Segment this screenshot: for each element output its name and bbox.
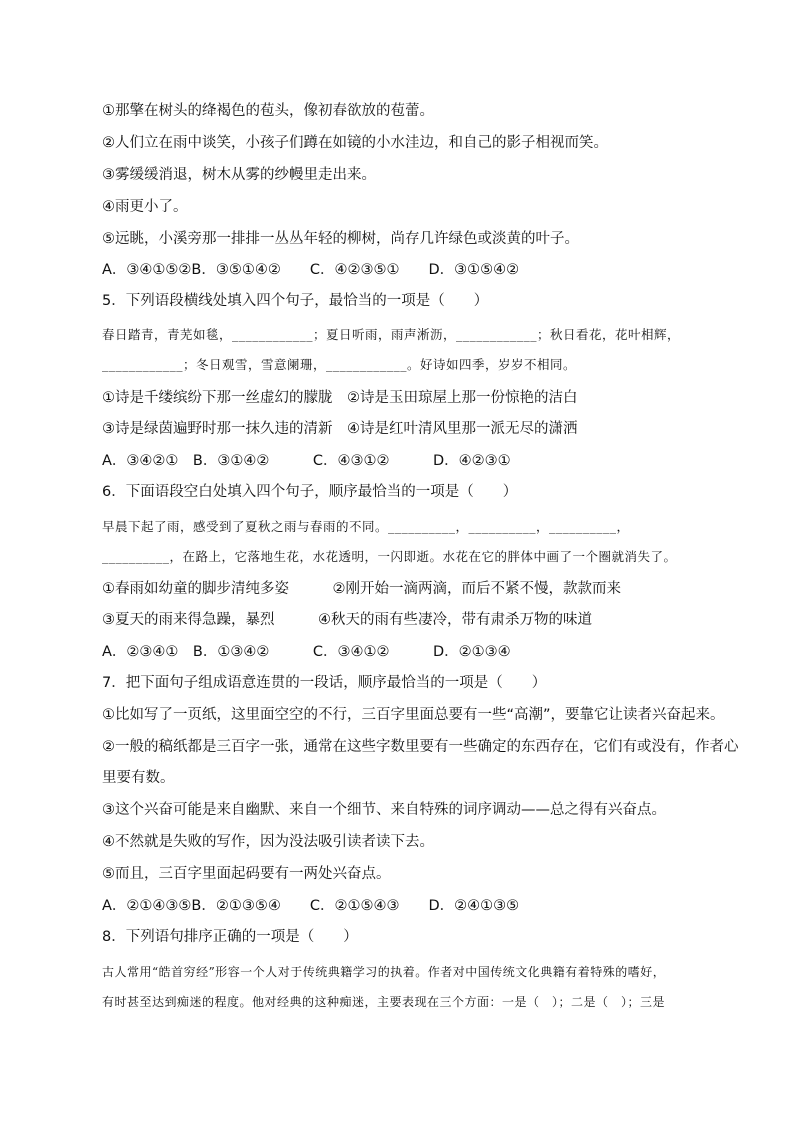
q6-stem: 6．下面语段空白处填入四个句子，顺序最恰当的一项是（ ） xyxy=(102,484,518,500)
q5-stem: 5．下列语段横线处填入四个句子，最恰当的一项是（ ） xyxy=(102,293,489,309)
q6-choices-row-1: ①春雨如幼童的脚步清纯多姿 ②刚开始一滴两滴，而后不紧不慢，款款而来 xyxy=(102,581,621,597)
q7-sentence-4: ④不然就是失败的写作，因为没法吸引读者读下去。 xyxy=(102,834,434,850)
q4-sentence-1: ①那擎在树头的绛褐色的苞头，像初春欲放的苞蕾。 xyxy=(102,103,434,119)
q4-sentence-5: ⑤远眺，小溪旁那一排排一丛丛年轻的柳树，尚存几许绿色或淡黄的叶子。 xyxy=(102,231,579,247)
q5-passage-line-1: 春日踏青，青芜如毯，____________；夏日听雨，雨声淅沥，____________；秋日看花，花叶相辉， xyxy=(102,327,681,342)
q7-stem: 7．把下面句子组成语意连贯的一段话，顺序最恰当的一项是（ ） xyxy=(102,675,547,691)
q4-sentence-4: ④雨更小了。 xyxy=(102,199,188,215)
q4-options: A．③④①⑤②B．③⑤①④② C．④②③⑤① D．③①⑤④② xyxy=(102,262,520,278)
q6-choices-row-2: ③夏天的雨来得急躁，暴烈 ④秋天的雨有些凄冷，带有肃杀万物的味道 xyxy=(102,612,592,628)
q7-sentence-1: ①比如写了一页纸，这里面空空的不行，三百字里面总要有一些“高潮”，要靠它让读者兴奋起来。 xyxy=(102,707,725,723)
q7-options: A．②①④③⑤B．②①③⑤④ C．②①⑤④③ D．②④①③⑤ xyxy=(102,898,520,914)
q5-passage-line-2: ____________；冬日观雪，雪意阑珊，____________。好诗如四季，岁岁不相同。 xyxy=(102,357,577,372)
q8-stem: 8．下列语句排序正确的一项是（ ） xyxy=(102,929,358,945)
q7-sentence-5: ⑤而且，三百字里面起码要有一两处兴奋点。 xyxy=(102,866,391,882)
q5-choices-row-2: ③诗是绿茵遍野时那一抹久违的清新 ④诗是红叶清风里那一派无尽的潇洒 xyxy=(102,421,578,437)
q6-passage-line-1: 早晨下起了雨，感受到了夏秋之雨与春雨的不同。__________，__________，__________， xyxy=(102,519,630,534)
q7-sentence-2-cont: 里要有数。 xyxy=(102,770,175,786)
q6-passage-line-2: __________，在路上，它落地生花，水花透明，一闪即逝。水花在它的胖体中画了一个圈就消失了。 xyxy=(102,549,677,564)
q4-sentence-2: ②人们立在雨中谈笑，小孩子们蹲在如镜的小水洼边，和自己的影子相视而笑。 xyxy=(102,135,608,151)
q8-passage-line-1: 古人常用“皓首穷经”形容一个人对于传统典籍学习的执着。作者对中国传统文化典籍有着特殊的嗜好， xyxy=(102,965,666,979)
q8-passage-line-2: 有时甚至达到痴迷的程度。他对经典的这种痴迷，主要表现在三个方面：一是（ ）；二是（ ）；三是 xyxy=(102,995,666,1009)
q4-sentence-3: ③雾缓缓消退，树木从雾的纱幔里走出来。 xyxy=(102,167,376,183)
q5-choices-row-1: ①诗是千缕缤纷下那一丝虚幻的朦胧 ②诗是玉田琼屋上那一份惊艳的洁白 xyxy=(102,390,578,406)
q6-options: A．②③④① B．①③④② C．③④①② D．②①③④ xyxy=(102,644,511,660)
q5-options: A．③④②① B．③①④② C．④③①② D．④②③① xyxy=(102,453,511,469)
q7-sentence-2: ②一般的稿纸都是三百字一张，通常在这些字数里要有一些确定的东西存在，它们有或没有，作者心 xyxy=(102,739,739,755)
q7-sentence-3: ③这个兴奋可能是来自幽默、来自一个细节、来自特殊的词序调动——总之得有兴奋点。 xyxy=(102,802,666,818)
